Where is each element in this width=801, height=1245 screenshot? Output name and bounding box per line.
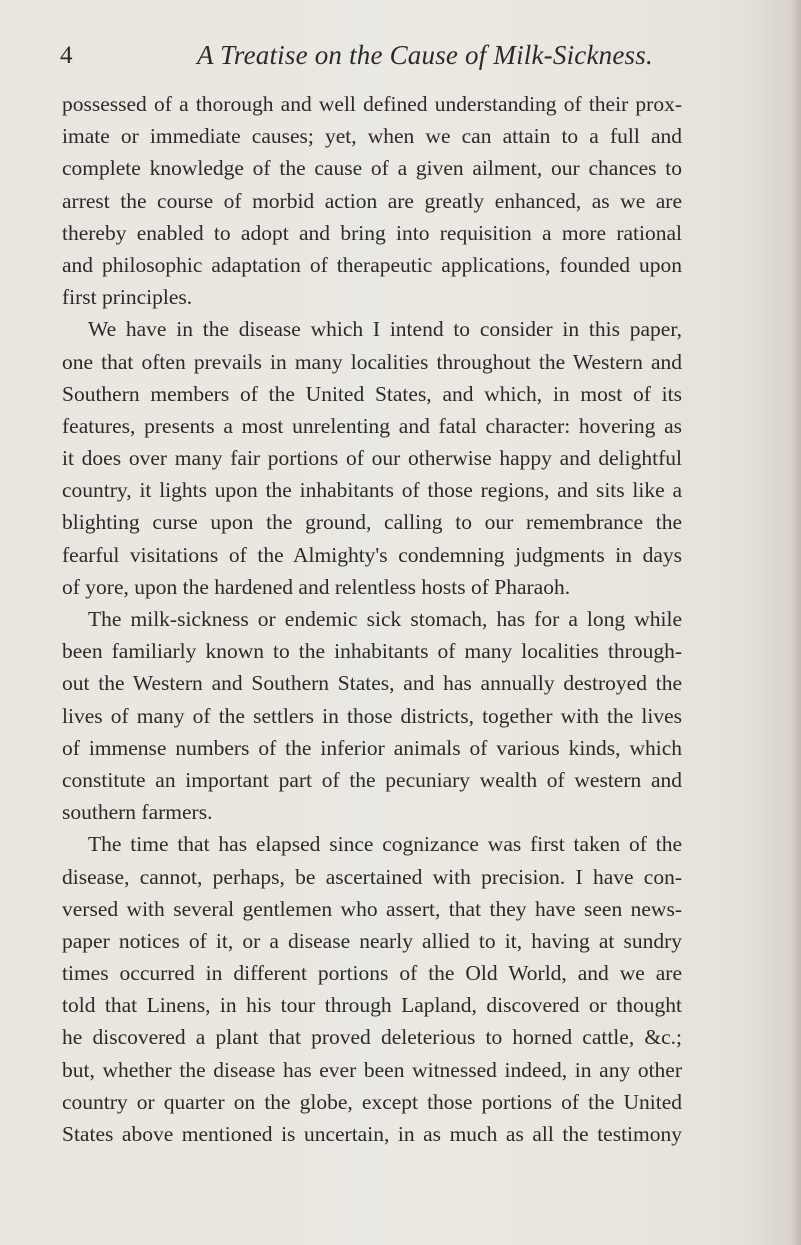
text-line: but, whether the disease has ever been witnessed indeed, in any other — [62, 1057, 682, 1082]
text-line: one that often prevails in many localities throughout the Western and — [62, 349, 682, 374]
body-text — [62, 88, 682, 1150]
text-line: imate or immediate causes; yet, when we can attain to a full and — [62, 124, 682, 149]
text-line: of immense numbers of the inferior animals of various kinds, which — [62, 735, 682, 760]
text-line: told that Linens, in his tour through Lapland, discovered or thought — [62, 993, 682, 1018]
text-line: fearful visitations of the Almighty's condemning judgments in days — [62, 542, 682, 567]
text-line: country, it lights upon the inhabitants of those regions, and sits like a — [62, 478, 682, 503]
text-line: versed with several gentlemen who assert, that they have seen news- — [62, 896, 682, 921]
text-line: thereby enabled to adopt and bring into requisition a more rational — [62, 220, 682, 245]
running-head — [60, 40, 760, 80]
text-line: out the Western and Southern States, and has annually destroyed the — [62, 671, 682, 696]
text-line: of yore, upon the hardened and relentless hosts of Pharaoh. — [62, 574, 571, 599]
page-edge-shadow — [791, 0, 801, 1245]
text-line: features, presents a most unrelenting and fatal character: hovering as — [62, 413, 682, 438]
paragraph-start-line: The time that has elapsed since cognizance was first taken of the — [88, 832, 682, 857]
page-number: 4 — [60, 42, 73, 69]
text-line: he discovered a plant that proved deleterious to horned cattle, &c.; — [62, 1025, 682, 1050]
text-line: southern farmers. — [62, 800, 213, 825]
text-line: paper notices of it, or a disease nearly allied to it, having at sundry — [62, 928, 682, 953]
text-line: it does over many fair portions of our otherwise happy and delightful — [62, 446, 682, 471]
paragraph-start-line: We have in the disease which I intend to consider in this paper, — [88, 317, 682, 342]
text-line: disease, cannot, perhaps, be ascertained with precision. I have con- — [62, 864, 682, 889]
text-line: times occurred in different portions of the Old World, and we are — [62, 961, 682, 986]
text-line: States above mentioned is uncertain, in as much as all the testimony — [62, 1122, 682, 1146]
paragraph-start-line: The milk-sickness or endemic sick stomach, has for a long while — [88, 607, 682, 631]
text-line: possessed of a thorough and well defined understanding of their prox- — [62, 92, 682, 116]
text-line: blighting curse upon the ground, calling to our remembrance the — [62, 510, 682, 535]
text-line: Southern members of the United States, and which, in most of its — [62, 381, 682, 406]
text-line: been familiarly known to the inhabitants of many localities through- — [62, 639, 682, 664]
text-line: arrest the course of morbid action are greatly enhanced, as we are — [62, 188, 682, 213]
book-title: A Treatise on the Cause of Milk-Sickness. — [197, 40, 653, 70]
text-line: country or quarter on the globe, except those portions of the United — [62, 1089, 682, 1114]
text-line: complete knowledge of the cause of a given ailment, our chances to — [62, 156, 682, 181]
text-line: and philosophic adaptation of therapeutic applications, founded upon — [62, 252, 682, 277]
text-line: lives of many of the settlers in those districts, together with the lives — [62, 703, 682, 728]
text-line: constitute an important part of the pecuniary wealth of western and — [62, 767, 682, 792]
text-line: first principles. — [62, 285, 193, 310]
